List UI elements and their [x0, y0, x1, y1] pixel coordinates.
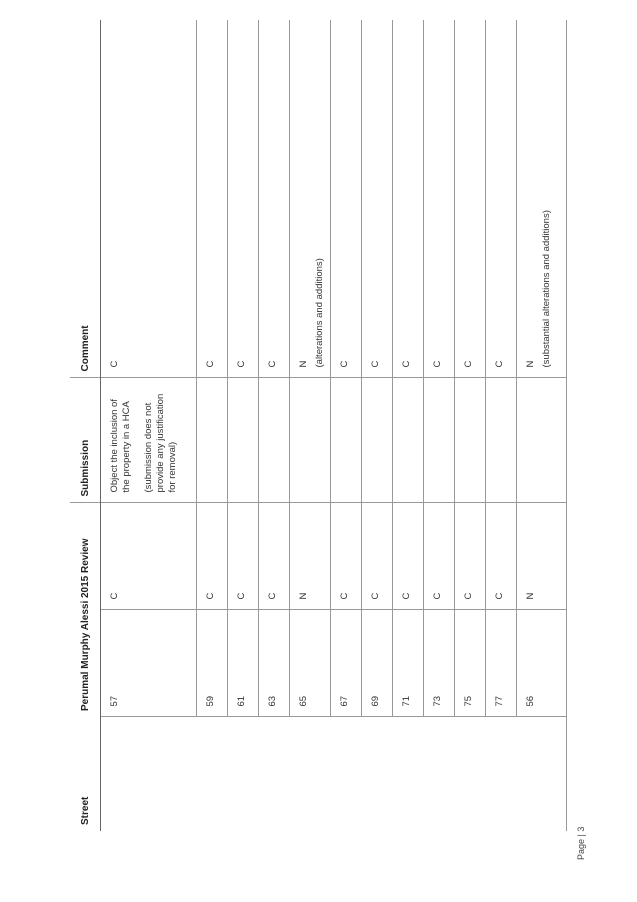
property-number: 56: [525, 695, 536, 707]
submission-cell: [517, 378, 567, 503]
submission-text: Object the inclusion of the property in a HCA: [109, 399, 132, 493]
table-body: [101, 20, 567, 831]
property-number: 69: [370, 695, 381, 707]
review-grading: C: [401, 592, 412, 600]
property-number: 63: [267, 695, 278, 707]
comment-cell: [228, 20, 259, 378]
heritage-review-table: [70, 20, 567, 831]
review-grading-cell: [228, 503, 259, 610]
table-row: [197, 20, 228, 831]
submission-cell: [455, 378, 486, 503]
submission-cell: [197, 378, 228, 503]
submission-cell: [486, 378, 517, 503]
comment-grading: C: [236, 360, 247, 368]
comment-grading: C: [401, 360, 412, 368]
comment-cell: [517, 20, 567, 378]
submission-cell: [362, 378, 393, 503]
property-number-cell: [486, 610, 517, 717]
review-grading: C: [494, 592, 505, 600]
comment-grading: C: [463, 360, 474, 368]
submission-cell: [259, 378, 290, 503]
street-cell: [331, 717, 362, 831]
review-grading: N: [298, 592, 309, 600]
review-grading-cell: [259, 503, 290, 610]
review-grading-cell: [101, 503, 197, 610]
review-grading: C: [236, 592, 247, 600]
street-cell: [517, 717, 567, 831]
table-row: [228, 20, 259, 831]
comment-cell: [197, 20, 228, 378]
property-number-cell: [197, 610, 228, 717]
comment-cell: [424, 20, 455, 378]
property-number: 71: [401, 695, 412, 707]
header-comment: Comment: [70, 20, 101, 378]
review-grading-cell: [393, 503, 424, 610]
review-grading: C: [370, 592, 381, 600]
rotated-table-container: [70, 20, 575, 831]
review-grading-cell: [197, 503, 228, 610]
review-grading-cell: [290, 503, 331, 610]
street-cell: [393, 717, 424, 831]
submission-cell: [228, 378, 259, 503]
review-grading: C: [205, 592, 216, 600]
table-row: [259, 20, 290, 831]
table-row: [331, 20, 362, 831]
property-number: 57: [109, 695, 120, 707]
comment-grading: C: [267, 360, 278, 368]
property-number: 77: [494, 695, 505, 707]
property-number-cell: [424, 610, 455, 717]
comment-cell: [290, 20, 331, 378]
submission-cell: [101, 378, 197, 503]
review-grading: N: [525, 592, 536, 600]
comment-cell: [331, 20, 362, 378]
street-cell: [197, 717, 228, 831]
comment-cell: [259, 20, 290, 378]
property-number-cell: [228, 610, 259, 717]
submission-cell: [290, 378, 331, 503]
submission-cell: [424, 378, 455, 503]
street-cell: [362, 717, 393, 831]
review-grading-cell: [424, 503, 455, 610]
review-grading-cell: [331, 503, 362, 610]
property-number-cell: [517, 610, 567, 717]
property-number: 73: [432, 695, 443, 707]
submission-note: (submission does not provide any justification for removal): [143, 393, 178, 493]
property-number: 67: [339, 695, 350, 707]
street-cell: [424, 717, 455, 831]
comment-grading: N: [525, 360, 536, 368]
property-number-cell: [362, 610, 393, 717]
table-row: [486, 20, 517, 831]
table-row: [424, 20, 455, 831]
table-row: [455, 20, 486, 831]
review-grading-cell: [455, 503, 486, 610]
header-review: Perumal Murphy Alessi 2015 Review: [70, 503, 101, 717]
review-grading-cell: [486, 503, 517, 610]
comment-cell: [486, 20, 517, 378]
comment-grading: C: [339, 360, 350, 368]
street-cell: [486, 717, 517, 831]
comment-grading: C: [370, 360, 381, 368]
review-grading: C: [267, 592, 278, 600]
property-number: 61: [236, 695, 247, 707]
comment-note: (alterations and additions): [314, 258, 325, 368]
property-number: 75: [463, 695, 474, 707]
street-cell: [290, 717, 331, 831]
comment-note: (substantial alterations and additions): [541, 210, 552, 368]
comment-grading: C: [109, 360, 120, 368]
street-cell: [259, 717, 290, 831]
property-number-cell: [259, 610, 290, 717]
table-row: [101, 20, 197, 831]
property-number-cell: [331, 610, 362, 717]
table-row: [393, 20, 424, 831]
property-number-cell: [101, 610, 197, 717]
review-grading: C: [432, 592, 443, 600]
comment-grading: C: [205, 360, 216, 368]
review-grading: C: [339, 592, 350, 600]
comment-cell: [362, 20, 393, 378]
property-number-cell: [393, 610, 424, 717]
table-row: [517, 20, 567, 831]
page-number: Page | 3: [576, 826, 586, 860]
comment-grading: C: [494, 360, 505, 368]
comment-cell: [393, 20, 424, 378]
comment-grading: C: [432, 360, 443, 368]
review-grading: C: [463, 592, 474, 600]
street-cell: [455, 717, 486, 831]
property-number-cell: [290, 610, 331, 717]
comment-cell: [101, 20, 197, 378]
table-row: [290, 20, 331, 831]
review-grading-cell: [362, 503, 393, 610]
table-header-row: [70, 20, 101, 831]
property-number-cell: [455, 610, 486, 717]
submission-cell: [331, 378, 362, 503]
review-grading: C: [109, 592, 120, 600]
header-street: Street: [70, 717, 101, 831]
table-row: [362, 20, 393, 831]
street-cell: [228, 717, 259, 831]
street-cell: [101, 717, 197, 831]
review-grading-cell: [517, 503, 567, 610]
comment-grading: N: [298, 360, 309, 368]
comment-cell: [455, 20, 486, 378]
header-submission: Submission: [70, 378, 101, 503]
property-number: 59: [205, 695, 216, 707]
property-number: 65: [298, 695, 309, 707]
submission-cell: [393, 378, 424, 503]
